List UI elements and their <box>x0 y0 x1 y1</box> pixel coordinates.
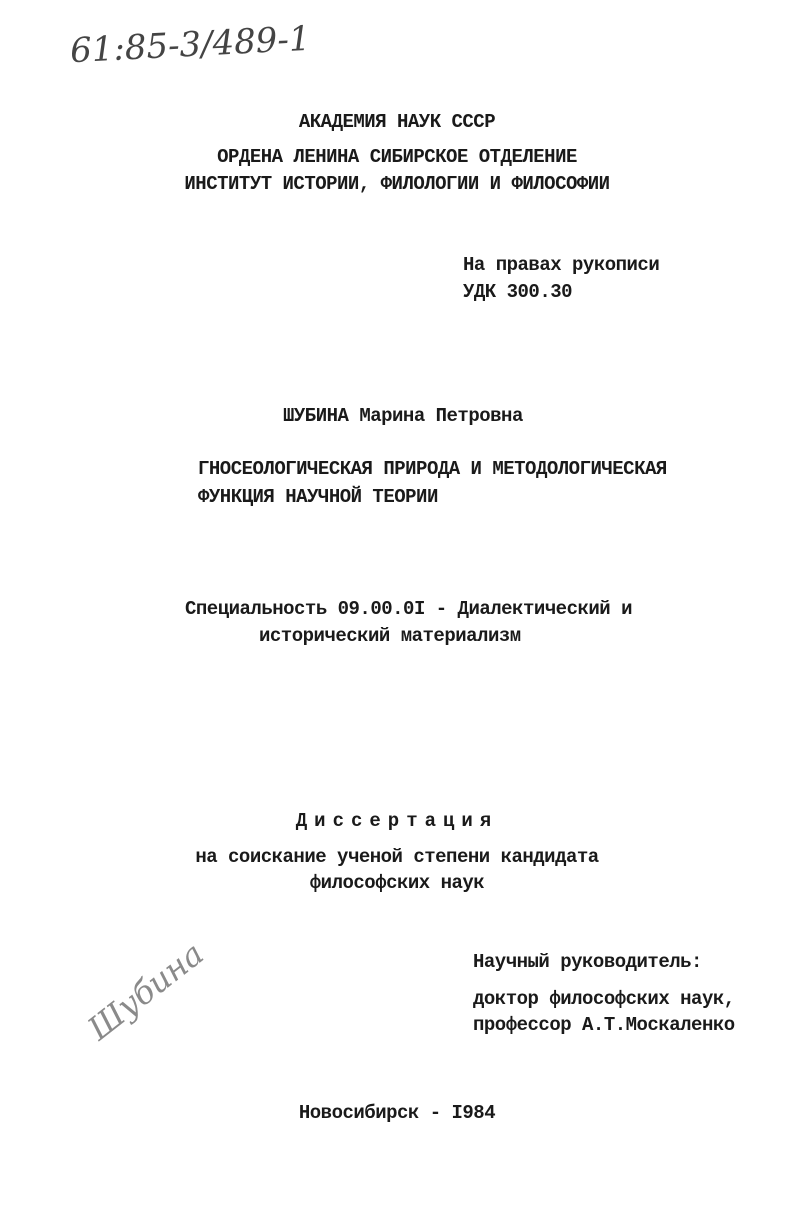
thesis-title-line-1: ГНОСЕОЛОГИЧЕСКАЯ ПРИРОДА И МЕТОДОЛОГИЧЕСКАЯ <box>198 458 667 480</box>
specialty-line-1: Специальность 09.00.0I - Диалектический и <box>185 598 632 620</box>
manuscript-rights: На правах рукописи <box>463 254 660 276</box>
branch-title: ОРДЕНА ЛЕНИНА СИБИРСКОЕ ОТДЕЛЕНИЕ <box>217 146 577 168</box>
supervisor-label: Научный руководитель: <box>473 951 702 973</box>
supervisor-degree: доктор философских наук, <box>473 988 735 1010</box>
thesis-title-line-2: ФУНКЦИЯ НАУЧНОЙ ТЕОРИИ <box>198 486 438 508</box>
academy-title: АКАДЕМИЯ НАУК СССР <box>298 111 496 133</box>
degree-line-2: философских наук <box>309 872 485 894</box>
institute-title: ИНСТИТУТ ИСТОРИИ, ФИЛОЛОГИИ И ФИЛОСОФИИ <box>184 173 610 195</box>
udc-code: УДК 300.30 <box>463 281 573 303</box>
city-year: Новосибирск - I984 <box>298 1102 496 1124</box>
author-name: ШУБИНА Марина Петровна <box>283 405 523 427</box>
signature: Шубина <box>80 934 211 1048</box>
supervisor-name: профессор А.Т.Москаленко <box>473 1014 735 1036</box>
specialty-line-2: исторический материализм <box>259 625 521 647</box>
degree-line-1: на соискание ученой степени кандидата <box>195 846 599 868</box>
dissertation-heading: Диссертация <box>295 810 499 832</box>
archive-note-handwritten: 61:85-3/489-1 <box>69 18 312 72</box>
